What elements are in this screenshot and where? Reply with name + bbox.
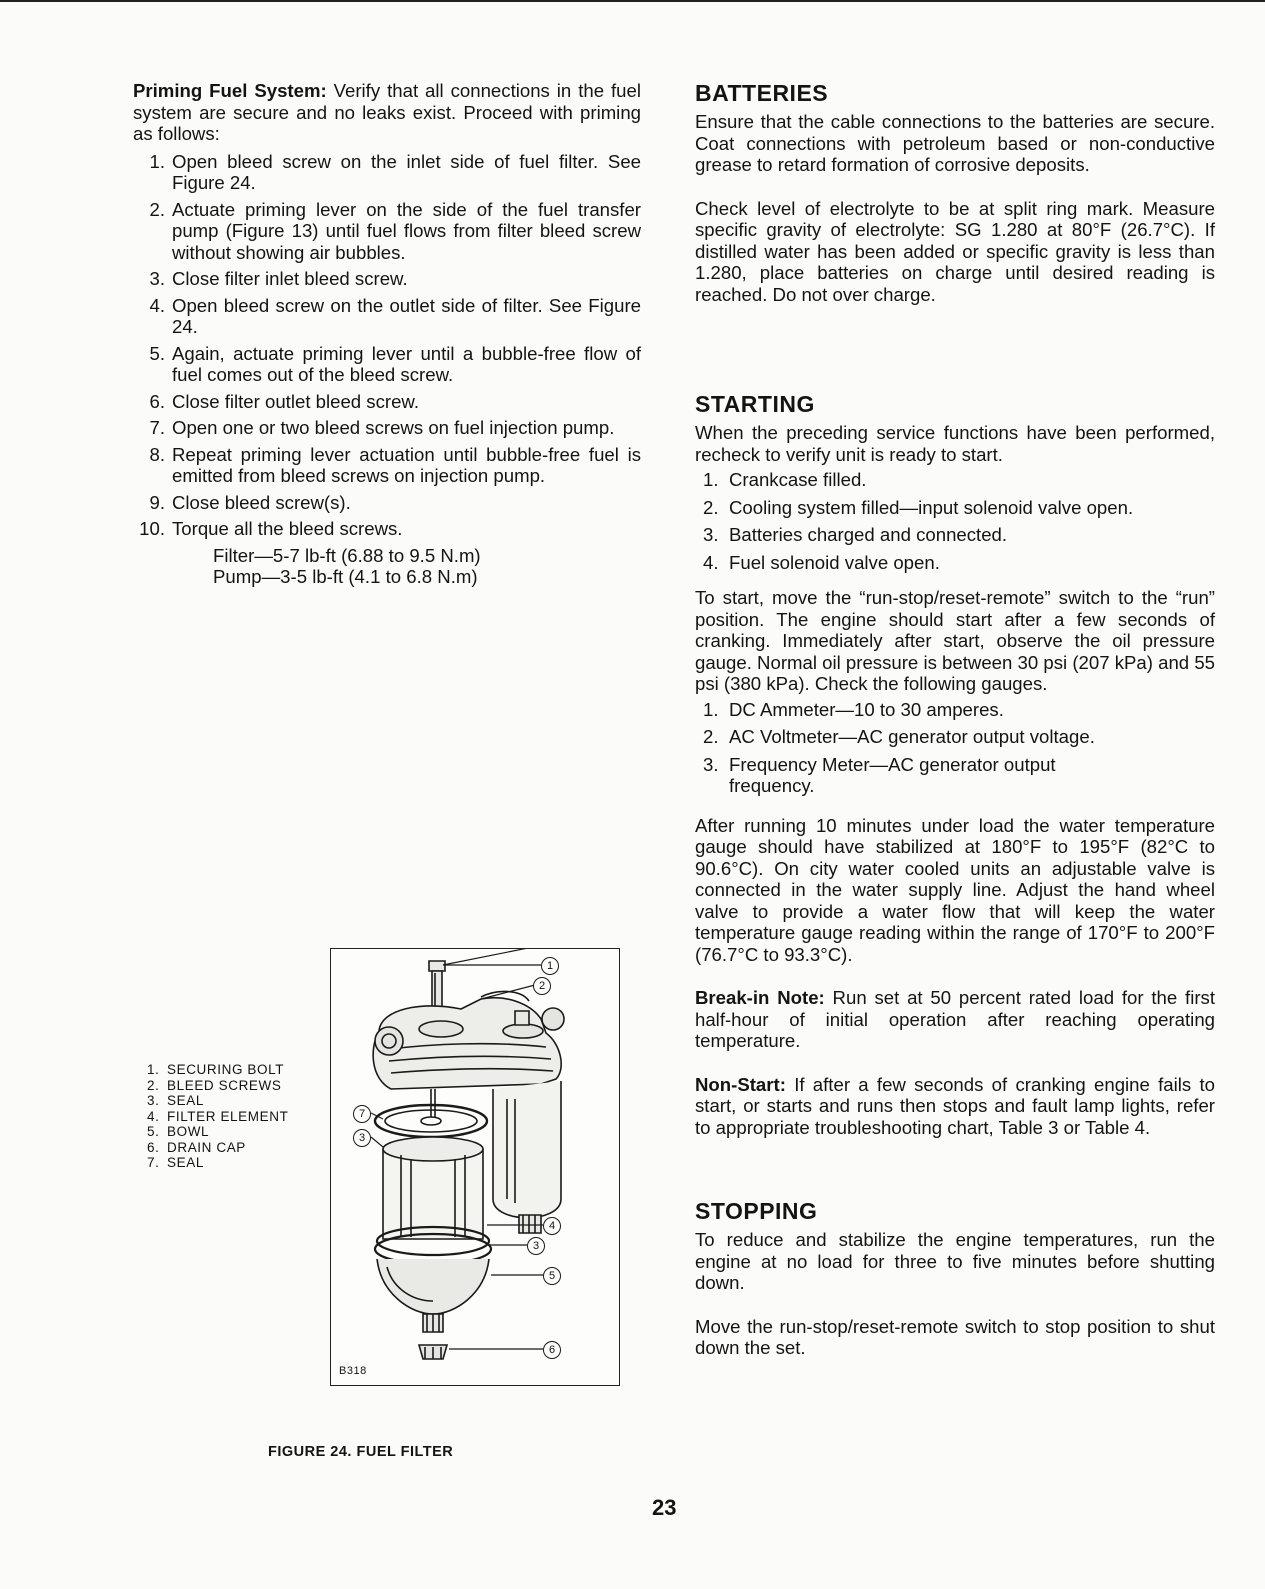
list-item [133, 151, 641, 194]
step-number: 8. [149, 443, 165, 465]
left-bowl-icon [375, 1137, 491, 1332]
priming-lead: Priming Fuel System: [133, 80, 327, 101]
figure-code: B318 [339, 1365, 367, 1377]
item-number: 1. [703, 469, 719, 490]
item-number: 1. [703, 698, 719, 720]
legend-label: SECURING BOLT [167, 1062, 285, 1077]
item-number: 2. [703, 726, 719, 747]
step-number: 2. [149, 198, 165, 220]
legend-number: 2. [147, 1077, 160, 1093]
priming-intro-text: Verify that all connections in the fuel system are secure and no leaks exist. Proceed with priming as follows: [133, 80, 641, 144]
legend-number: 4. [147, 1108, 160, 1124]
step-number: 4. [149, 294, 165, 316]
starting-heading: STARTING [695, 391, 815, 417]
left-column [133, 80, 641, 587]
step-number: 3. [149, 268, 165, 289]
breakin-lead: Break-in Note: [695, 987, 825, 1008]
item-text: Crankcase filled. [729, 469, 867, 490]
legend-item [147, 1093, 288, 1109]
list-item [133, 492, 641, 514]
top-rule [0, 0, 1265, 2]
item-text: Frequency Meter—AC generator output frequency. [729, 753, 1056, 796]
legend-item [147, 1109, 288, 1125]
item-text: AC Voltmeter—AC generator output voltage. [729, 726, 1095, 747]
item-number: 3. [703, 753, 719, 775]
stopping-p1: To reduce and stabilize the engine temperatures, run the engine at no load for three to five minutes before shutting down. [695, 1229, 1215, 1293]
item-number: 3. [703, 524, 719, 545]
starting-p3: After running 10 minutes under load the water temperature gauge should have stabilized at 180°F to 195°F (82°C to 90.6°C). On city water cooled units an adjustable valve is connected in the water supply line. Adjust the hand wheel valve to provide a water flow that will keep the water temperature gauge reading within the range of 170°F to 200°F (76.7°C to 93.3°C). [695, 814, 1215, 965]
step-number: 1. [149, 150, 165, 172]
callout-4: 4 [543, 1217, 561, 1235]
legend-number: 7. [147, 1155, 160, 1170]
step-text: Open one or two bleed screws on fuel injection pump. [172, 417, 615, 438]
stopping-heading: STOPPING [695, 1198, 818, 1224]
legend-number: 1. [147, 1062, 160, 1077]
legend-item [147, 1140, 288, 1156]
figure-caption: FIGURE 24. FUEL FILTER [268, 1444, 454, 1460]
list-item [133, 199, 641, 264]
callout-6: 6 [543, 1341, 561, 1359]
step-number: 7. [149, 417, 165, 438]
step-text: Close bleed screw(s). [172, 491, 351, 513]
step-text: Close filter inlet bleed screw. [172, 268, 408, 289]
step-text: Actuate priming lever on the side of the fuel transfer pump (Figure 13) until fuel flows from filter bleed screw without showing air bubbles. [172, 198, 641, 263]
list-item [703, 469, 1215, 491]
batteries-p1: Ensure that the cable connections to the batteries are secure. Coat connections with petroleum based or non-conductive grease to retard formation of corrosive deposits. [695, 111, 1215, 175]
list-item [703, 754, 1215, 797]
list-item [703, 497, 1215, 519]
right-column [695, 80, 1215, 1359]
callout-3-top: 3 [353, 1129, 371, 1147]
step-text: Close filter outlet bleed screw. [172, 390, 420, 412]
legend-number: 3. [147, 1093, 160, 1108]
item-text: DC Ammeter—10 to 30 amperes. [729, 698, 1004, 720]
gauge-list [703, 699, 1215, 797]
torque-pump: Pump—3-5 lb-ft (4.1 to 6.8 N.m) [213, 565, 478, 587]
batteries-heading: BATTERIES [695, 80, 829, 106]
list-item [133, 343, 641, 386]
list-item [133, 295, 641, 338]
item-text: Fuel solenoid valve open. [729, 551, 940, 573]
starting-p2: To start, move the “run-stop/reset-remote” switch to the “run” position. The engine should start after a few seconds of cranking. Immediately after start, observe the oil pressure gauge. Normal oil pressure is between 30 psi (207 kPa) and 55 psi (380 kPa). Check the following gauges. [695, 587, 1215, 694]
item-number: 2. [703, 496, 719, 518]
list-item [133, 444, 641, 487]
nonstart-note [695, 1074, 1215, 1139]
legend-label: SEAL [167, 1093, 204, 1108]
legend-item [147, 1078, 288, 1094]
list-item [703, 552, 1215, 574]
step-text: Open bleed screw on the outlet side of filter. See Figure 24. [172, 294, 641, 337]
fuel-filter-illustration [331, 949, 619, 1385]
legend-item [147, 1124, 288, 1140]
legend-number: 5. [147, 1124, 160, 1139]
stopping-p2: Move the run-stop/reset-remote switch to stop position to shut down the set. [695, 1315, 1215, 1358]
list-item [133, 417, 641, 439]
fuel-filter-figure [330, 948, 620, 1386]
callout-2: 2 [533, 977, 551, 995]
list-item [703, 699, 1215, 721]
list-item [133, 268, 641, 290]
list-item [703, 726, 1215, 748]
legend-item [147, 1062, 288, 1078]
legend-label: FILTER ELEMENT [167, 1108, 289, 1124]
nonstart-text: If after a few seconds of cranking engine fails to start, or starts and runs then stops and fault lamp lights, refer to appropriate troubleshooting chart, Table 3 or Table 4. [695, 1073, 1215, 1138]
callout-5: 5 [543, 1267, 561, 1285]
list-item [133, 518, 641, 540]
legend-item [147, 1155, 288, 1171]
step-number: 10. [139, 518, 165, 539]
priming-intro [133, 80, 641, 145]
step-number: 9. [149, 491, 165, 513]
priming-steps [133, 151, 641, 540]
item-text: Cooling system filled—input solenoid valve open. [729, 496, 1134, 518]
legend-number: 6. [147, 1139, 160, 1155]
seal-ring-icon [375, 1089, 487, 1137]
callout-7: 7 [353, 1105, 371, 1123]
torque-filter: Filter—5-7 lb-ft (6.88 to 9.5 N.m) [213, 544, 481, 566]
drain-cap-icon [419, 1345, 447, 1359]
callout-1: 1 [541, 957, 559, 975]
legend-label: DRAIN CAP [167, 1139, 246, 1155]
filter-head-icon [373, 991, 564, 1089]
breakin-text: Run set at 50 percent rated load for the first half-hour of initial operation after reaching operating temperature. [695, 987, 1215, 1051]
page-number: 23 [652, 1495, 677, 1520]
starting-checklist [703, 469, 1215, 573]
starting-intro: When the preceding service functions have been performed, recheck to verify unit is ready to start. [695, 422, 1215, 465]
legend-label: BLEED SCREWS [167, 1077, 282, 1093]
figure-legend [147, 1062, 288, 1171]
nonstart-lead: Non-Start: [695, 1073, 786, 1095]
item-number: 4. [703, 551, 719, 573]
callout-3-bottom: 3 [527, 1237, 545, 1255]
legend-label: BOWL [167, 1124, 210, 1139]
legend-label: SEAL [167, 1155, 204, 1170]
right-bowl-icon [493, 1081, 561, 1233]
item-text: Batteries charged and connected. [729, 524, 1008, 545]
step-text: Again, actuate priming lever until a bubble-free flow of fuel comes out of the bleed screw. [172, 342, 641, 385]
step-number: 5. [149, 342, 165, 364]
breakin-note [695, 987, 1215, 1052]
step-text: Torque all the bleed screws. [172, 518, 403, 539]
step-text: Open bleed screw on the inlet side of fuel filter. See Figure 24. [172, 150, 641, 193]
step-number: 6. [149, 390, 165, 412]
step-text: Repeat priming lever actuation until bubble-free fuel is emitted from bleed screws on injection pump. [172, 443, 641, 486]
list-item [133, 391, 641, 413]
batteries-p2: Check level of electrolyte to be at split ring mark. Measure specific gravity of electrolyte: SG 1.280 at 80°F (26.7°C). If distilled water has been added or specific gravity is less than 1.280, place batteries on charge until desired reading is reached. Do not over charge. [695, 197, 1215, 305]
list-item [703, 524, 1215, 546]
